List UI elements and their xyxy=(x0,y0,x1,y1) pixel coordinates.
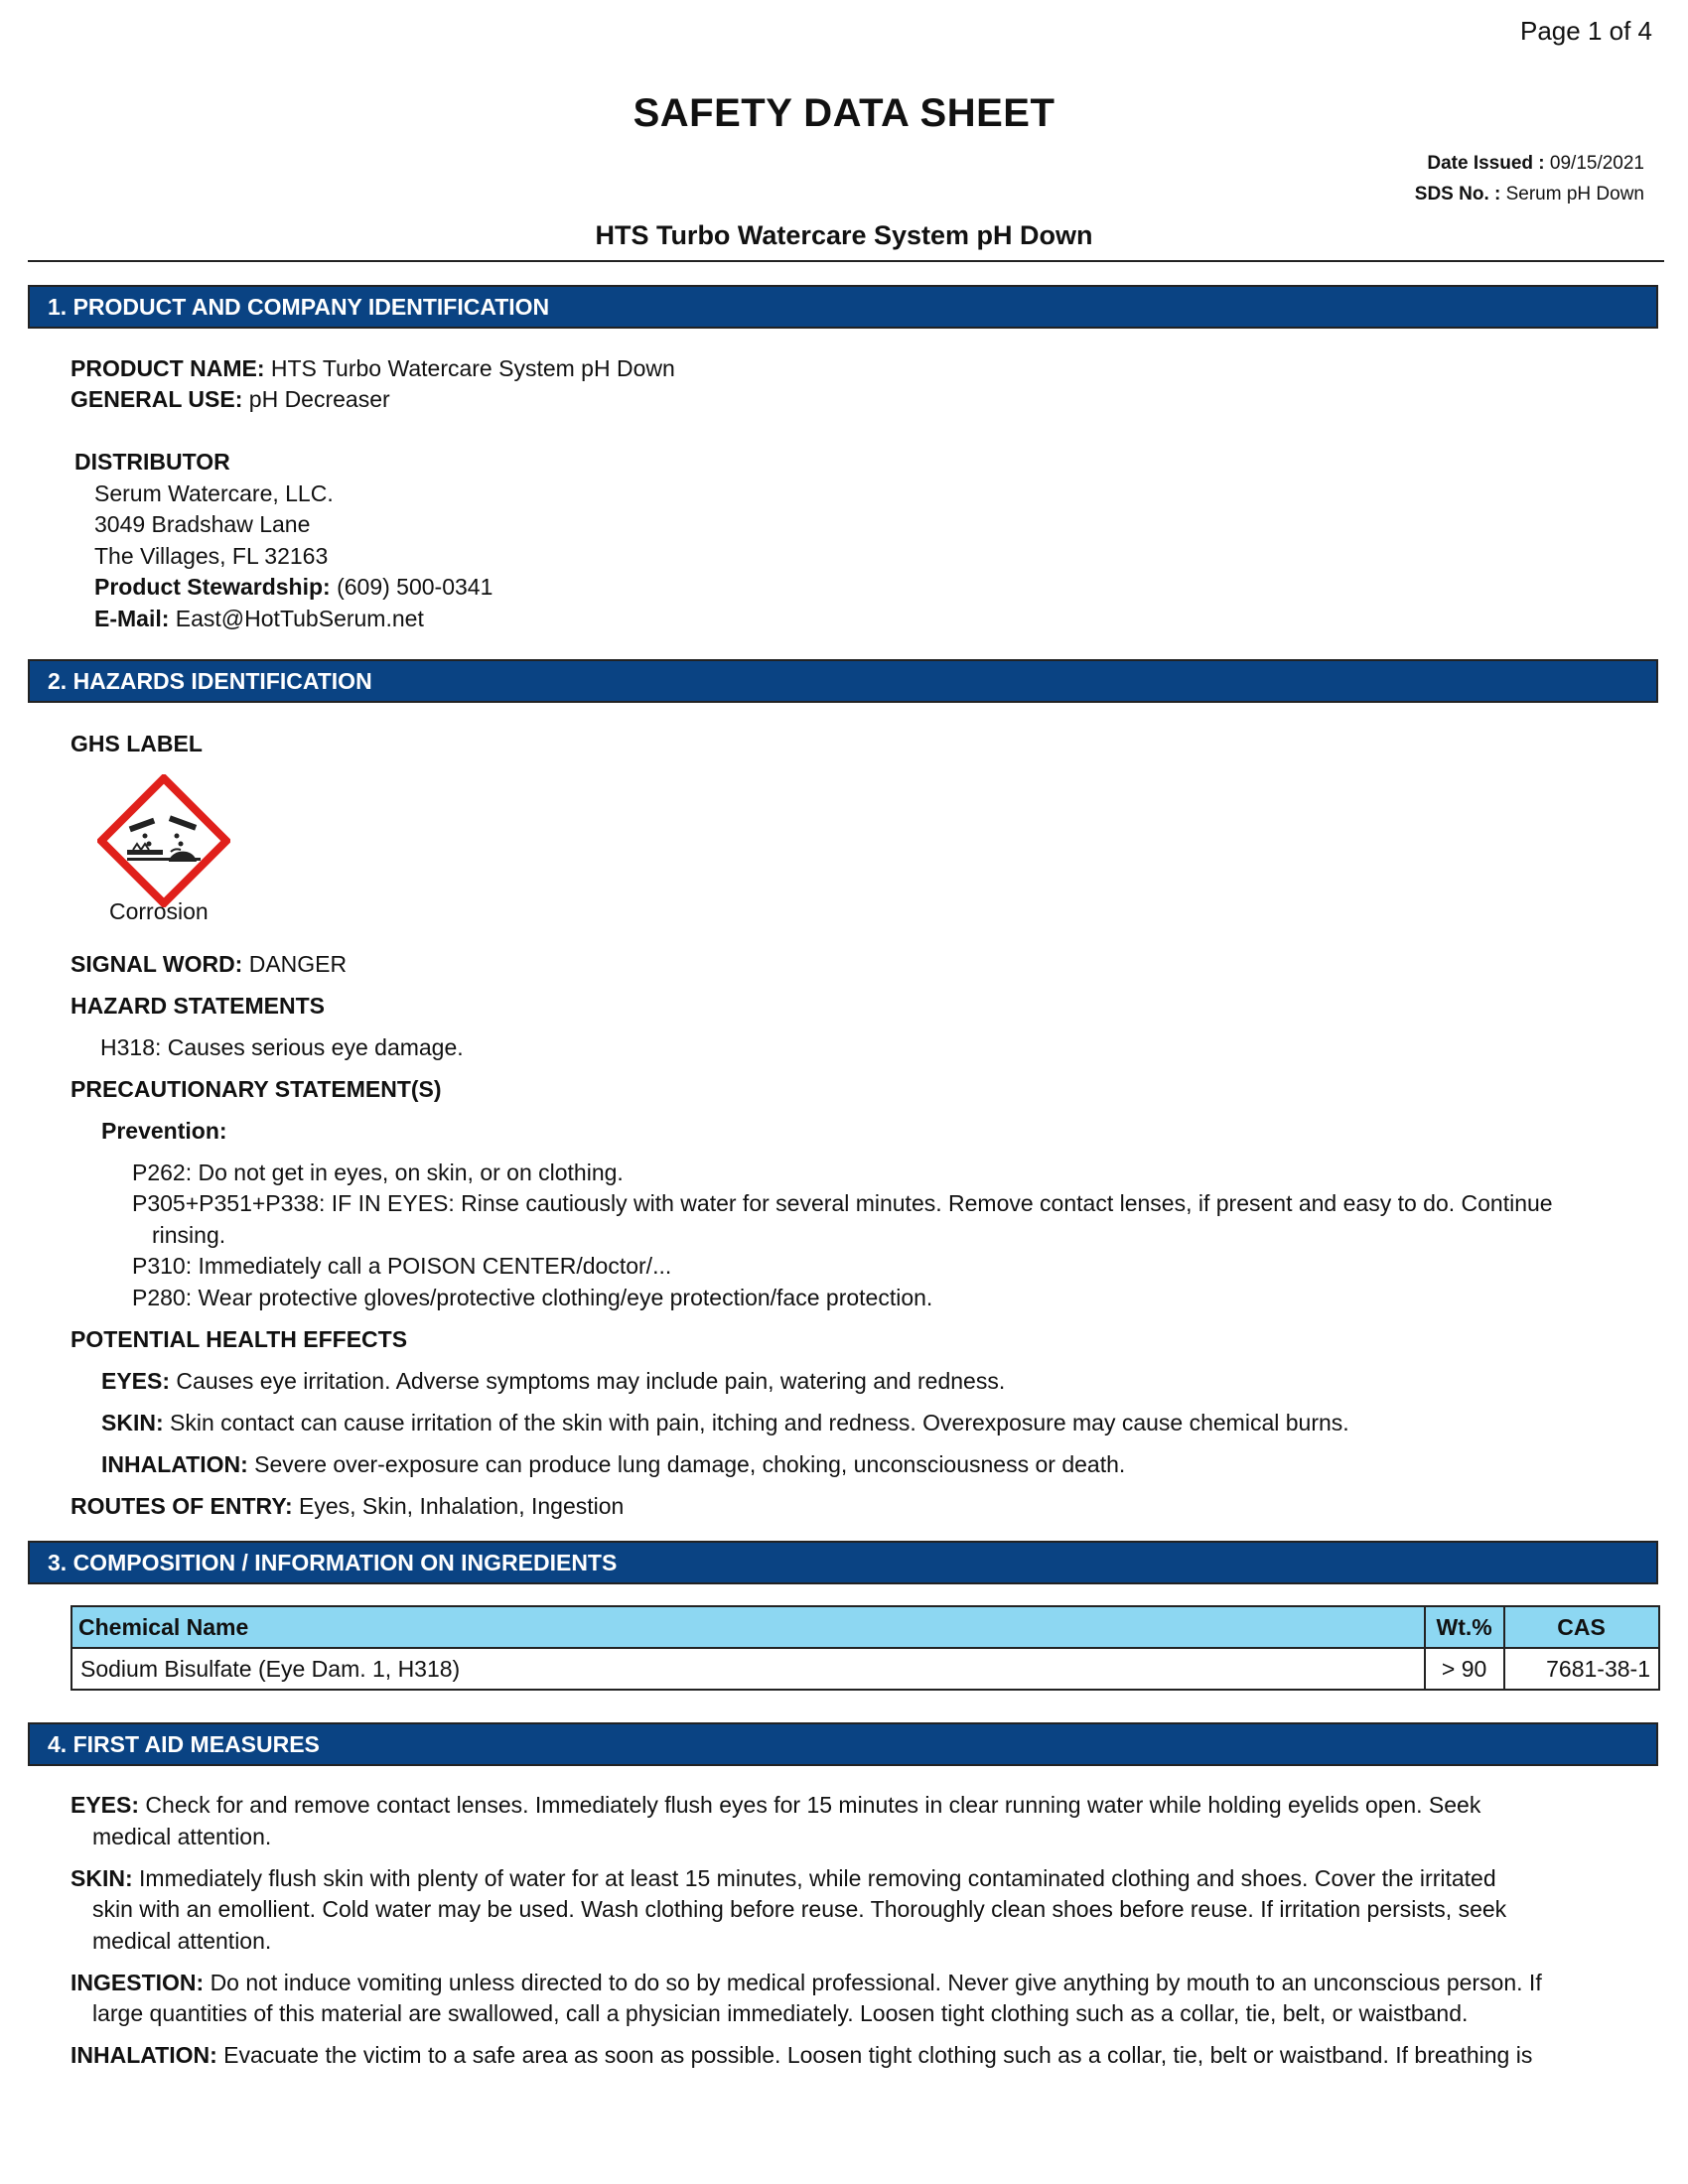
column-cas: CAS xyxy=(1504,1606,1659,1648)
section-1-heading: 1. PRODUCT AND COMPANY IDENTIFICATION xyxy=(28,285,1658,329)
general-use-line xyxy=(70,384,390,414)
header-divider xyxy=(28,260,1664,262)
health-inhalation-value: Severe over-exposure can produce lung damage, choking, unconsciousness or death. xyxy=(254,1451,1126,1477)
first-aid-eyes-line2: medical attention. xyxy=(92,1824,272,1849)
page-number: Page 1 of 4 xyxy=(1520,16,1652,46)
first-aid-eyes-line1 xyxy=(70,1790,1480,1820)
email-label: E-Mail: xyxy=(94,606,170,631)
signal-word-line xyxy=(70,949,347,979)
date-issued-label: Date Issued : xyxy=(1427,153,1545,174)
stewardship-phone: (609) 500-0341 xyxy=(337,574,493,600)
pictogram-caption: Corrosion xyxy=(109,898,209,924)
product-name-value: HTS Turbo Watercare System pH Down xyxy=(270,355,675,381)
sds-number-value: Serum pH Down xyxy=(1505,184,1644,205)
precaution-p305: P305+P351+P338: IF IN EYES: Rinse cautiously with water for several minutes. Remove contact lenses, if present and easy to do. Continue xyxy=(132,1190,1553,1216)
product-name-line xyxy=(70,353,675,383)
health-effects-label: POTENTIAL HEALTH EFFECTS xyxy=(70,1326,408,1352)
stewardship-label: Product Stewardship: xyxy=(94,574,331,600)
first-aid-skin-label: SKIN: xyxy=(70,1865,133,1891)
company-street: 3049 Bradshaw Lane xyxy=(94,511,311,537)
health-skin-label: SKIN: xyxy=(101,1410,164,1435)
company-name: Serum Watercare, LLC. xyxy=(94,480,334,506)
routes-of-entry-value: Eyes, Skin, Inhalation, Ingestion xyxy=(299,1493,625,1519)
general-use-value: pH Decreaser xyxy=(248,386,390,412)
first-aid-eyes-label: EYES: xyxy=(70,1792,140,1818)
sds-number-label: SDS No. : xyxy=(1414,184,1501,205)
hazard-statements-label: HAZARD STATEMENTS xyxy=(70,993,325,1019)
health-inhalation-line xyxy=(101,1449,1125,1479)
first-aid-eyes-text1: Check for and remove contact lenses. Immediately flush eyes for 15 minutes in clear running water while holding eyelids open. Seek xyxy=(145,1792,1481,1818)
column-weight-percent: Wt.% xyxy=(1425,1606,1504,1648)
prevention-label: Prevention: xyxy=(101,1118,227,1144)
health-eyes-value: Causes eye irritation. Adverse symptoms may include pain, watering and redness. xyxy=(176,1368,1006,1394)
product-title: HTS Turbo Watercare System pH Down xyxy=(595,220,1093,250)
column-chemical-name: Chemical Name xyxy=(71,1606,1425,1648)
ghs-label: GHS LABEL xyxy=(70,731,203,756)
first-aid-skin-text1: Immediately flush skin with plenty of water for at least 15 minutes, while removing contaminated clothing and shoes. Cover the irritated xyxy=(139,1865,1496,1891)
precaution-p305-continued: rinsing. xyxy=(152,1222,226,1248)
document-title: SAFETY DATA SHEET xyxy=(633,91,1055,135)
health-eyes-line xyxy=(101,1366,1005,1396)
email-value: East@HotTubSerum.net xyxy=(175,606,424,631)
routes-of-entry-label: ROUTES OF ENTRY: xyxy=(70,1493,293,1519)
first-aid-ingestion-line1 xyxy=(70,1968,1542,1997)
date-issued-value: 09/15/2021 xyxy=(1549,153,1644,174)
company-city: The Villages, FL 32163 xyxy=(94,543,329,569)
health-eyes-label: EYES: xyxy=(101,1368,171,1394)
health-inhalation-label: INHALATION: xyxy=(101,1451,248,1477)
product-name-label: PRODUCT NAME: xyxy=(70,355,265,381)
routes-of-entry-line xyxy=(70,1491,624,1521)
table-row xyxy=(71,1648,1659,1690)
corrosion-pictogram-icon xyxy=(97,774,230,907)
first-aid-skin-line2: skin with an emollient. Cold water may be used. Wash clothing before reuse. Thoroughly clean shoes before reuse. If irritation persists, seek xyxy=(92,1896,1507,1922)
first-aid-skin-line3: medical attention. xyxy=(92,1928,272,1954)
signal-word-value: DANGER xyxy=(248,951,348,977)
section-3-heading: 3. COMPOSITION / INFORMATION ON INGREDIENTS xyxy=(28,1541,1658,1584)
precaution-p280: P280: Wear protective gloves/protective clothing/eye protection/face protection. xyxy=(132,1285,933,1310)
composition-table xyxy=(70,1605,1660,1691)
date-issued xyxy=(1427,153,1644,175)
health-skin-line xyxy=(101,1408,1349,1437)
first-aid-ingestion-line2: large quantities of this material are swallowed, call a physician immediately. Loosen tight clothing such as a collar, tie, belt, or waistband. xyxy=(92,2000,1469,2026)
health-skin-value: Skin contact can cause irritation of the skin with pain, itching and redness. Overexposure may cause chemical burns. xyxy=(170,1410,1349,1435)
table-header-row xyxy=(71,1606,1659,1648)
first-aid-inhalation-label: INHALATION: xyxy=(70,2042,217,2068)
general-use-label: GENERAL USE: xyxy=(70,386,243,412)
cell-weight-percent: > 90 xyxy=(1425,1648,1504,1690)
first-aid-inhalation-line1 xyxy=(70,2040,1532,2070)
first-aid-ingestion-label: INGESTION: xyxy=(70,1970,205,1995)
sds-number xyxy=(1415,184,1644,205)
first-aid-ingestion-text1: Do not induce vomiting unless directed to do so by medical professional. Never give anything by mouth to an unconscious person. If xyxy=(210,1970,1542,1995)
distributor-label: DISTRIBUTOR xyxy=(74,449,230,475)
signal-word-label: SIGNAL WORD: xyxy=(70,951,243,977)
cell-chemical-name: Sodium Bisulfate (Eye Dam. 1, H318) xyxy=(71,1648,1425,1690)
section-4-heading: 4. FIRST AID MEASURES xyxy=(28,1722,1658,1766)
precaution-p262: P262: Do not get in eyes, on skin, or on clothing. xyxy=(132,1160,624,1185)
section-2-heading: 2. HAZARDS IDENTIFICATION xyxy=(28,659,1658,703)
cell-cas: 7681-38-1 xyxy=(1504,1648,1659,1690)
stewardship-line xyxy=(94,572,492,602)
email-line xyxy=(94,604,424,633)
first-aid-inhalation-text1: Evacuate the victim to a safe area as soon as possible. Loosen tight clothing such as a collar, tie, belt or waistband. If breathing is xyxy=(223,2042,1533,2068)
precautionary-label: PRECAUTIONARY STATEMENT(S) xyxy=(70,1076,442,1102)
precaution-p310: P310: Immediately call a POISON CENTER/doctor/... xyxy=(132,1253,672,1279)
first-aid-skin-line1 xyxy=(70,1863,1496,1893)
hazard-statement-h318: H318: Causes serious eye damage. xyxy=(100,1034,464,1060)
